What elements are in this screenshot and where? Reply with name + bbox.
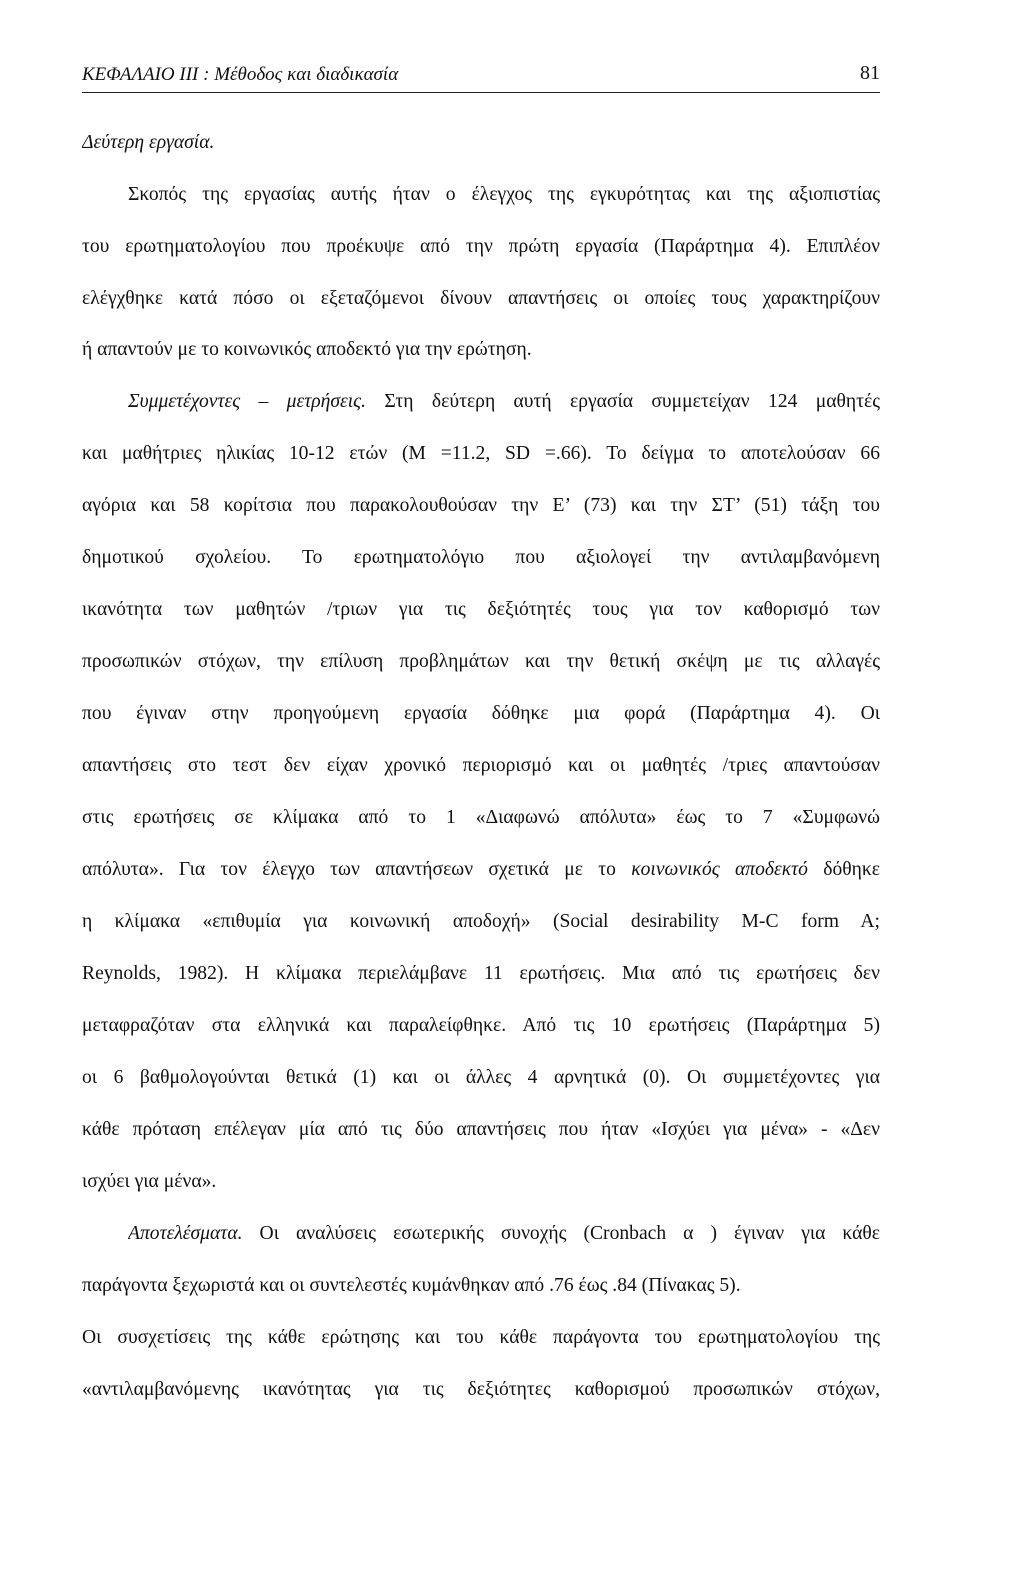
paragraph-line	[82, 798, 880, 838]
text-run: απόλυτα». Για τον έλεγχο των απαντήσεων σχετικά με το	[82, 859, 632, 880]
running-header	[82, 60, 880, 93]
paragraph-line	[82, 1162, 880, 1202]
paragraph-line	[82, 694, 880, 734]
paragraph-line	[82, 1110, 880, 1150]
paragraph-line	[82, 902, 880, 942]
text-run: οι 6 βαθμολογούνται θετικά (1) και οι άλλες 4 αρνητικά (0). Οι συμμετέχοντες για	[82, 1067, 880, 1088]
text-run: που έγιναν στην προηγούμενη εργασία δόθηκε μια φορά (Παράρτημα 4). Οι	[82, 703, 880, 724]
text-run: Σκοπός της εργασίας αυτής ήταν ο έλεγχος της εγκυρότητας και της αξιοπιστίας	[128, 184, 880, 205]
chapter-title: ΚΕΦΑΛΑΙΟ ΙΙΙ : Μέθοδος και διαδικασία	[82, 64, 399, 85]
text-run: Reynolds, 1982). Η κλίμακα περιελάμβανε 11 ερωτήσεις. Μια από τις ερωτήσεις δεν	[82, 963, 880, 984]
paragraph-line	[128, 1214, 880, 1254]
text-run: μεταφραζόταν στα ελληνικά και παραλείφθηκε. Από τις 10 ερωτήσεις (Παράρτημα 5)	[82, 1015, 880, 1036]
paragraph-line	[82, 279, 880, 319]
italic-text: Αποτελέσματα.	[128, 1223, 243, 1244]
text-run: Οι συσχετίσεις της κάθε ερώτησης και του κάθε παράγοντα του ερωτηματολογίου της	[82, 1327, 880, 1348]
text-run: δημοτικού σχολείου. Το ερωτηματολόγιο που αξιολογεί την αντιλαμβανόμενη	[82, 547, 880, 568]
text-run: Στη δεύτερη αυτή εργασία συμμετείχαν 124 μαθητές	[366, 391, 880, 412]
paragraph-line	[82, 227, 880, 267]
text-run: του ερωτηματολογίου που προέκυψε από την πρώτη εργασία (Παράρτημα 4). Επιπλέον	[82, 236, 880, 257]
text-run: ικανότητα των μαθητών /τριων για τις δεξιότητές τους για τον καθορισμό των	[82, 599, 880, 620]
text-run: αγόρια και 58 κορίτσια που παρακολουθούσαν την Ε’ (73) και την ΣΤ’ (51) τάξη του	[82, 495, 880, 516]
paragraph-line	[82, 1318, 880, 1358]
italic-text: Συμμετέχοντες – μετρήσεις.	[128, 391, 367, 412]
text-run: και μαθήτριες ηλικίας 10-12 ετών (Μ =11.2, SD =.66). Το δείγμα το αποτελούσαν 66	[82, 443, 880, 464]
paragraph-line	[82, 1266, 880, 1306]
paragraph-line	[82, 850, 880, 890]
paragraph-line	[82, 954, 880, 994]
paragraph-line	[82, 642, 880, 682]
text-run: η κλίμακα «επιθυμία για κοινωνική αποδοχή» (Social desirability M-C form A;	[82, 911, 880, 932]
text-run: ισχύει για μένα».	[82, 1171, 217, 1192]
paragraph-line	[82, 434, 880, 474]
text-run: ελέγχθηκε κατά πόσο οι εξεταζόμενοι δίνουν απαντήσεις οι οποίες τους χαρακτηρίζουν	[82, 288, 880, 309]
paragraph-line	[82, 538, 880, 578]
paragraph-line	[82, 1370, 880, 1410]
paragraph-line	[82, 590, 880, 630]
text-run: παράγοντα ξεχωριστά και οι συντελεστές κυμάνθηκαν από .76 έως .84 (Πίνακας 5).	[82, 1275, 741, 1296]
page-number: 81	[860, 62, 880, 84]
text-run: ή απαντούν με το κοινωνικός αποδεκτό για την ερώτηση.	[82, 339, 532, 360]
text-run: κάθε πρόταση επέλεγαν μία από τις δύο απαντήσεις που ήταν «Ισχύει για μένα» - «Δεν	[82, 1119, 880, 1140]
paragraph-line	[82, 1058, 880, 1098]
text-run: προσωπικών στόχων, την επίλυση προβλημάτων και την θετική σκέψη με τις αλλαγές	[82, 651, 880, 672]
text-run: «αντιλαμβανόμενης ικανότητας για τις δεξιότητες καθορισμού προσωπικών στόχων,	[82, 1379, 880, 1400]
paragraph-line	[82, 486, 880, 526]
paragraph-line	[128, 175, 880, 215]
text-run: απαντήσεις στο τεστ δεν είχαν χρονικό περιορισμό και οι μαθητές /τριες απαντούσαν	[82, 755, 880, 776]
paragraph-line	[128, 382, 880, 422]
paragraph-line	[82, 1006, 880, 1046]
text-run: δόθηκε	[807, 859, 880, 880]
paragraph-line	[82, 746, 880, 786]
section-heading: Δεύτερη εργασία.	[82, 132, 215, 153]
italic-text: κοινωνικός αποδεκτό	[631, 859, 808, 880]
text-run: στις ερωτήσεις σε κλίμακα από το 1 «Διαφωνώ απόλυτα» έως το 7 «Συμφωνώ	[82, 807, 880, 828]
text-run: Οι αναλύσεις εσωτερικής συνοχής (Cronbach α ) έγιναν για κάθε	[242, 1223, 880, 1244]
paragraph-line	[82, 330, 880, 370]
